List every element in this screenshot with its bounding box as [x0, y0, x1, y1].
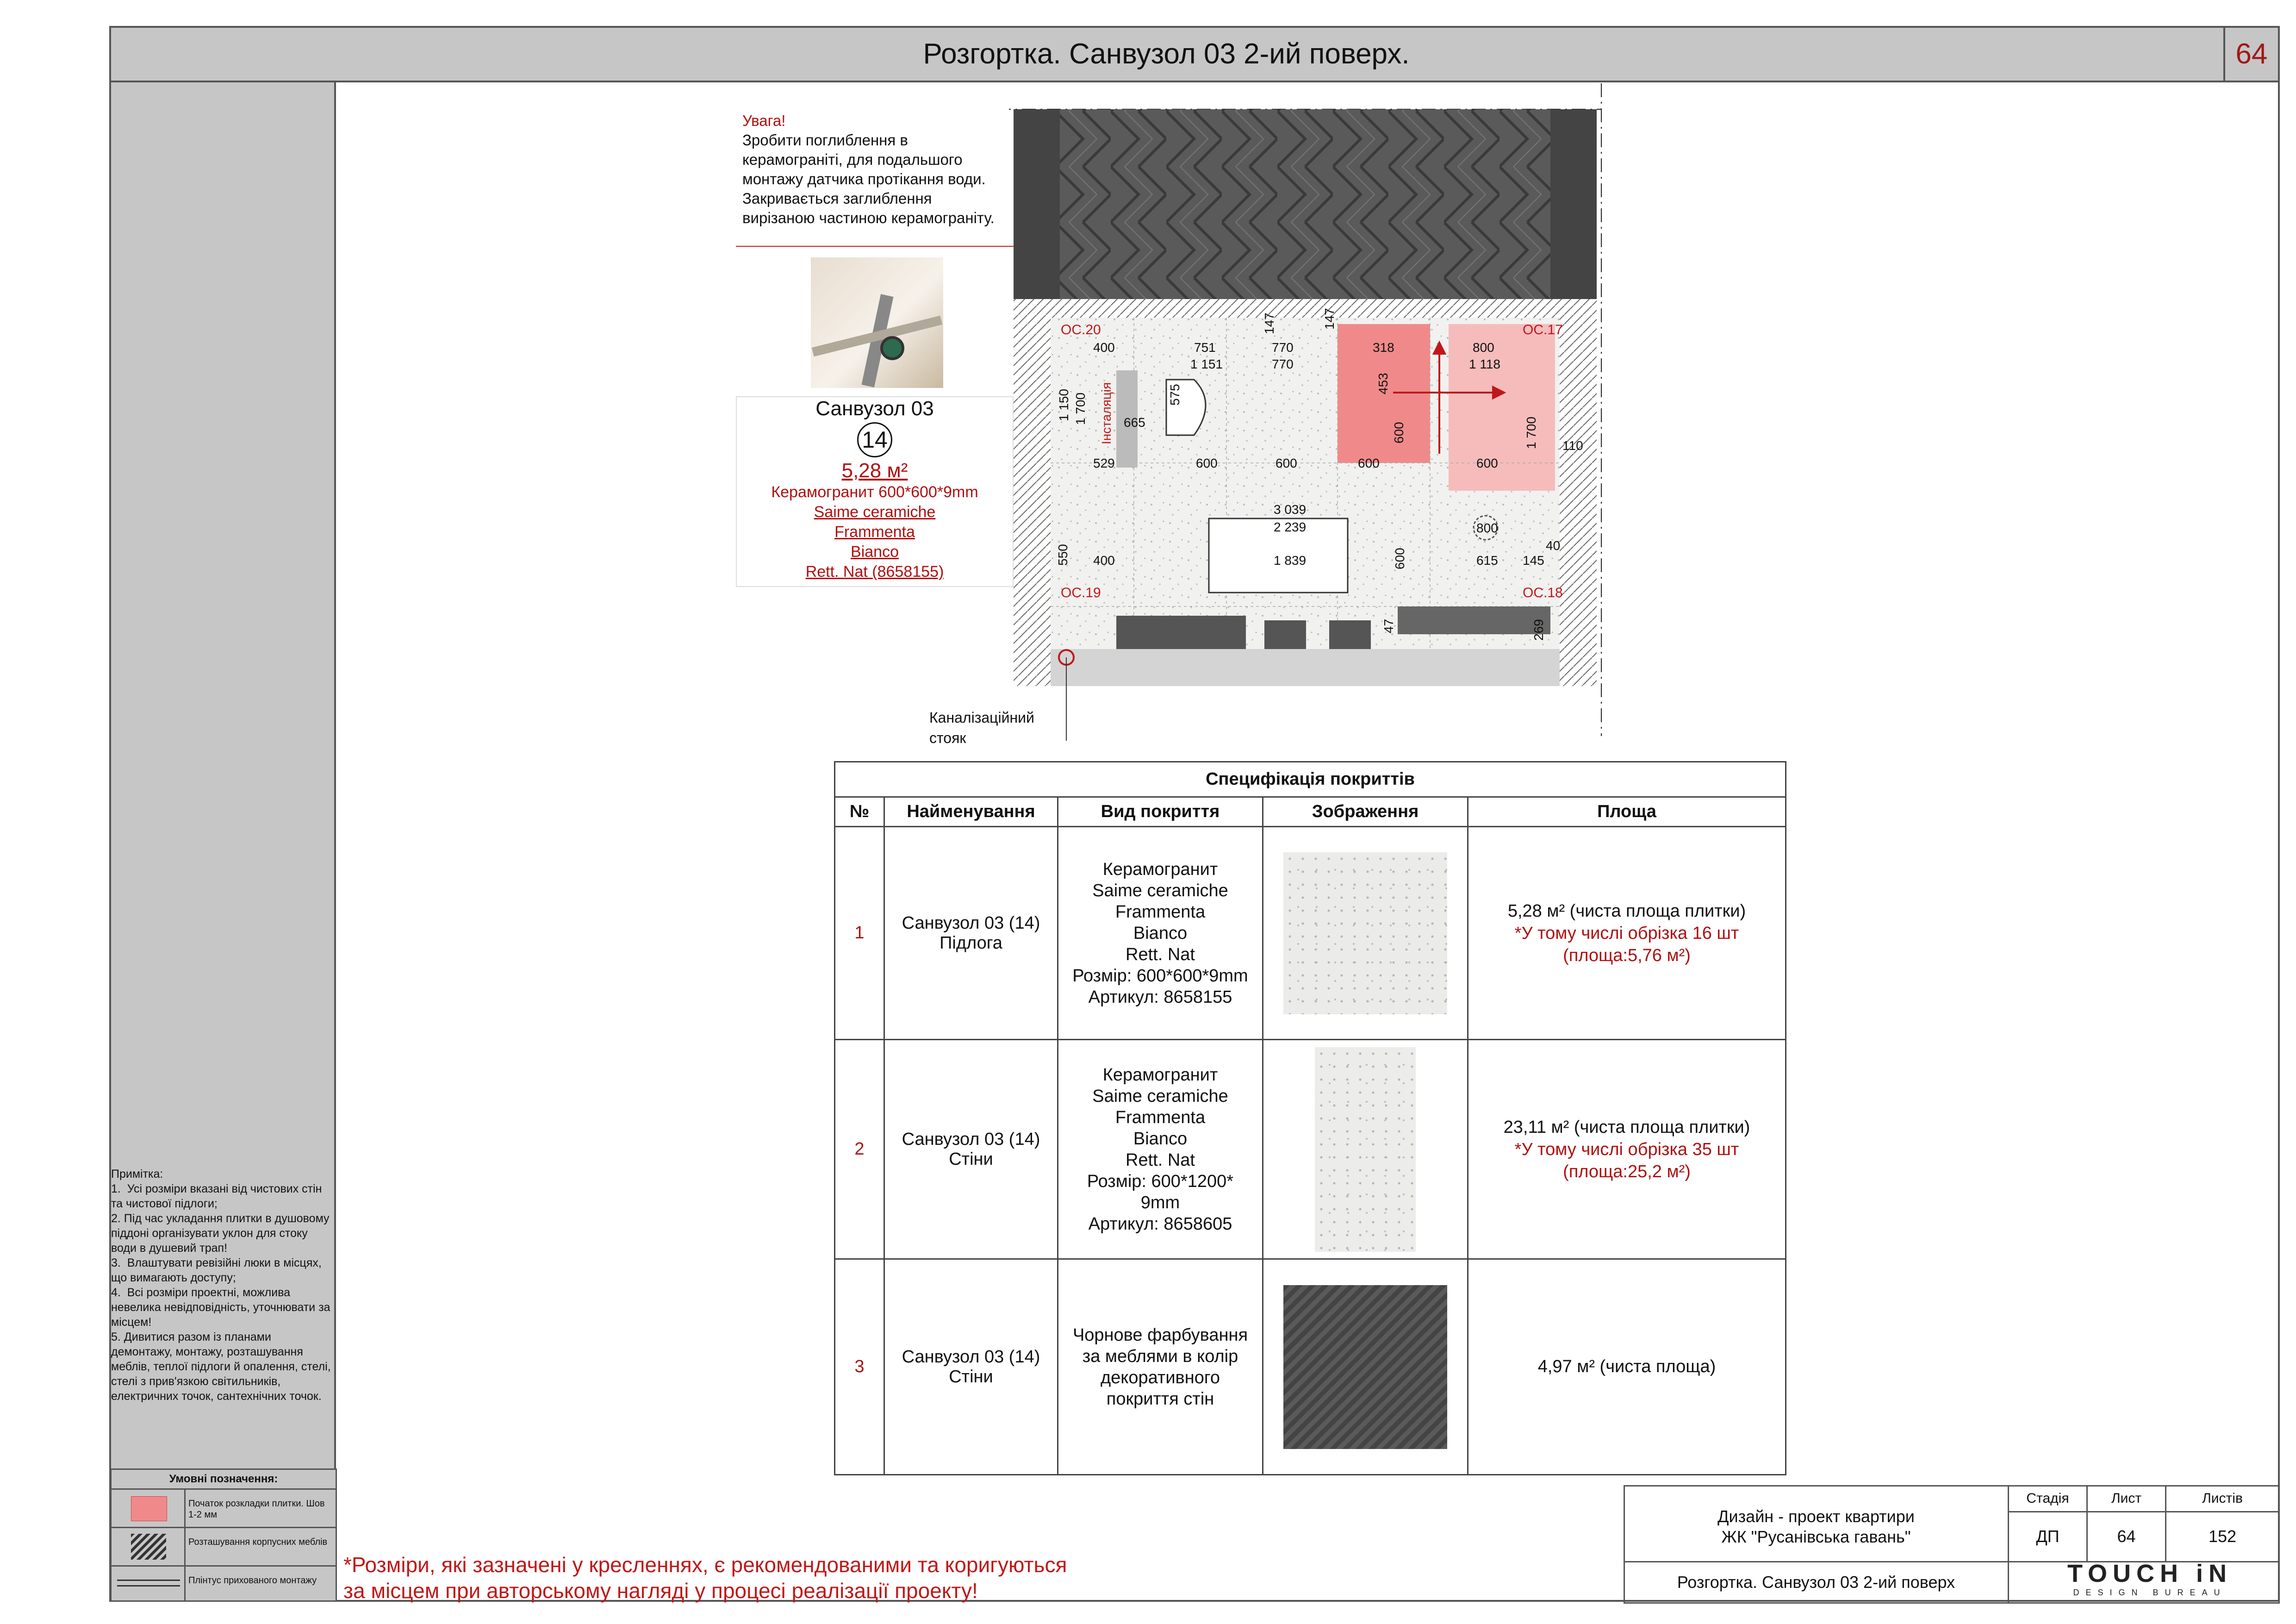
type-line: Saime ceramiche	[1092, 1086, 1228, 1106]
dim: 147	[1262, 312, 1276, 334]
axis-label: ОС.18	[1523, 585, 1563, 600]
dim: 400	[1093, 340, 1115, 355]
area-extra: *У тому числі обрізка 35 шт	[1514, 1139, 1739, 1159]
room-series: Frammenta	[834, 523, 915, 541]
name-line: Підлога	[940, 933, 1002, 953]
name-line: Санвузол 03 (14)	[902, 1129, 1040, 1149]
sheet-title: Розгортка. Санвузол 03 2-ий поверх.	[923, 38, 1410, 70]
area-line: 5,28 м² (чиста площа плитки)	[1507, 901, 1746, 921]
dim: 145	[1523, 553, 1544, 568]
stage-value: ДП	[2009, 1512, 2088, 1562]
disclaimer-line: за місцем при авторському нагляді у процесі реалізації проекту!	[343, 1579, 978, 1603]
dim: 1 700	[1073, 392, 1088, 425]
logo-subtext: DESIGN BUREAU	[2073, 1588, 2227, 1597]
disclaimer	[343, 1552, 1269, 1604]
room-sku: Rett. Nat (8658155)	[805, 563, 944, 581]
room-card	[736, 396, 1014, 587]
row-number: 1	[835, 827, 884, 1040]
row-area	[1468, 827, 1786, 1040]
dim: 800	[1476, 521, 1498, 535]
dim: 147	[1322, 308, 1337, 330]
type-line: Saime ceramiche	[1092, 881, 1228, 900]
axis-label: ОС.19	[1061, 585, 1101, 600]
row-name	[884, 1040, 1058, 1259]
dim: 1 839	[1274, 553, 1307, 568]
type-line: Frammenta	[1115, 902, 1206, 922]
note-item: 3. Влаштувати ревізійні люки в місцях, що вимагають доступу;	[111, 1256, 325, 1284]
dim: 575	[1168, 384, 1182, 406]
table-row	[835, 1040, 1786, 1259]
sheets-value: 152	[2166, 1512, 2278, 1562]
attention-note	[742, 111, 1002, 228]
type-line: Розмір: 600*1200*	[1087, 1171, 1234, 1191]
dim: 600	[1392, 422, 1406, 443]
room-number: 14	[857, 422, 892, 457]
row-type	[1058, 1040, 1263, 1259]
tb-sheet-title: Розгортка. Санвузол 03 2-ий поверх	[1677, 1573, 1955, 1592]
legend-row	[112, 1490, 336, 1528]
row-image	[1263, 1040, 1468, 1259]
note-item: 1. Усі розміри вказані від чистових стін та чистової підлоги;	[111, 1182, 325, 1210]
dim: 1 150	[1057, 388, 1071, 421]
wall-tile-swatch	[1315, 1047, 1416, 1252]
type-line: Артикул: 8658155	[1088, 987, 1232, 1007]
skirting-swatch	[112, 1567, 186, 1601]
installation-label: Інсталяція	[1099, 382, 1114, 444]
axis-label: ОС.20	[1061, 322, 1101, 337]
dim: 40	[1546, 538, 1561, 553]
type-line: Артикул: 8658605	[1088, 1214, 1232, 1234]
type-line: за меблями в колір	[1082, 1346, 1238, 1366]
type-line: Rett. Nat	[1126, 1150, 1195, 1170]
dim: 1 700	[1524, 416, 1538, 449]
dim: 600	[1358, 456, 1380, 470]
table-row	[835, 827, 1786, 1040]
dim: 770	[1272, 340, 1294, 355]
note-item: 5. Дивитися разом із планами демонтажу, монтажу, розташування меблів, теплої підлоги й опалення, стелі, стелі з прив'язкою світильників, електричних точок, сантехнічних точок.	[111, 1330, 334, 1403]
col-header: №	[835, 797, 884, 827]
row-number: 2	[835, 1040, 884, 1259]
dim: 600	[1393, 548, 1407, 569]
col-header: Зображення	[1263, 797, 1468, 827]
sheet-label: Лист	[2088, 1487, 2166, 1512]
type-line: Bianco	[1133, 923, 1188, 943]
dim: 1 151	[1190, 357, 1223, 371]
dim: 751	[1194, 340, 1216, 355]
area-extra: (площа:5,76 м²)	[1563, 945, 1691, 965]
sheet-header	[111, 28, 2278, 82]
row-image	[1263, 1259, 1468, 1475]
dim: 800	[1473, 340, 1494, 355]
company-logo	[2041, 1559, 2259, 1598]
legend-text: Розташування корпусних меблів	[188, 1537, 328, 1547]
attention-heading: Увага!	[742, 112, 786, 129]
dim: 770	[1272, 357, 1294, 371]
sheet-title-cell	[1625, 1562, 2009, 1602]
room-color: Bianco	[851, 543, 899, 561]
row-number: 3	[835, 1259, 884, 1475]
dim: 2 239	[1274, 520, 1307, 534]
row-image	[1263, 827, 1468, 1040]
dim: 3 039	[1274, 502, 1307, 517]
room-material: Керамогранит 600*600*9mm	[771, 483, 978, 501]
floor-tile-swatch	[1283, 852, 1447, 1014]
dim: 529	[1093, 456, 1115, 470]
floor-plan	[1009, 83, 1657, 741]
dim: 665	[1124, 415, 1145, 430]
dim: 600	[1196, 456, 1218, 470]
name-line: Санвузол 03 (14)	[902, 913, 1040, 933]
row-area	[1468, 1259, 1786, 1475]
sheet-number: 64	[2223, 28, 2278, 81]
furniture-hatch-swatch	[112, 1528, 186, 1565]
furniture-paint-swatch	[1283, 1285, 1447, 1449]
area-extra: (площа:25,2 м²)	[1563, 1162, 1691, 1181]
dim: 318	[1373, 340, 1394, 355]
dim: 600	[1276, 456, 1297, 470]
row-type	[1058, 827, 1263, 1040]
col-header: Вид покриття	[1058, 797, 1263, 827]
axis-label: ОС.17	[1523, 322, 1563, 337]
col-header: Найменування	[884, 797, 1058, 827]
legend-row	[112, 1567, 336, 1601]
tile-start-swatch	[112, 1490, 186, 1527]
notes	[111, 1167, 333, 1404]
room-area: 5,28 м²	[841, 459, 908, 482]
type-line: декоративного	[1100, 1368, 1220, 1387]
logo-text: TOUCH iN	[2067, 1560, 2232, 1587]
dim: 400	[1093, 553, 1115, 568]
legend-title: Умовні позначення:	[112, 1470, 336, 1490]
type-line: Керамогранит	[1102, 1065, 1218, 1085]
spec-table	[834, 761, 1786, 1475]
type-line: покриття стін	[1106, 1389, 1214, 1409]
legend-row	[112, 1528, 336, 1567]
riser-label: Каналізаційний стояк	[929, 709, 1034, 746]
legend	[110, 1468, 337, 1602]
project-cell	[1625, 1487, 2009, 1562]
type-line: Чорнове фарбування	[1072, 1325, 1248, 1345]
room-brand: Saime ceramiche	[814, 503, 936, 521]
spec-title: Специфікація покриттів	[835, 762, 1786, 797]
name-line: Стіни	[949, 1149, 993, 1169]
name-line: Стіни	[949, 1367, 993, 1387]
col-header: Площа	[1468, 797, 1786, 827]
type-line: Frammenta	[1115, 1107, 1206, 1127]
attention-text: Зробити поглиблення в керамограніті, для подальшого монтажу датчика протікання води. Закривається заглиблення вирізаною частиною керамограніту.	[742, 131, 995, 226]
row-name	[884, 827, 1058, 1040]
area-extra: *У тому числі обрізка 16 шт	[1514, 923, 1739, 943]
type-line: Розмір: 600*600*9mm	[1072, 966, 1248, 986]
legend-text: Плінтус прихованого монтажу	[188, 1575, 317, 1586]
table-row	[835, 1259, 1786, 1475]
dim: 269	[1531, 619, 1546, 641]
type-line: 9mm	[1140, 1193, 1180, 1212]
complex-name: ЖК "Русанівська гавань"	[1721, 1527, 1911, 1546]
note-item: 4. Всі розміри проектні, можлива невелика невідповідність, уточнювати за місцем!	[111, 1286, 334, 1329]
type-line: Bianco	[1133, 1129, 1188, 1149]
dim: 550	[1056, 544, 1070, 566]
notes-title: Примітка:	[111, 1168, 163, 1181]
dim: 1 118	[1469, 357, 1500, 371]
note-item: 2. Під час укладання плитки в душовому піддоні організувати уклон для стоку води в душевий трап!	[111, 1212, 333, 1255]
project-name: Дизайн - проект квартири	[1717, 1507, 1915, 1526]
dim: 600	[1476, 456, 1498, 470]
dim: 615	[1476, 553, 1498, 568]
area-line: 23,11 м² (чиста площа плитки)	[1503, 1117, 1750, 1137]
room-name: Санвузол 03	[815, 397, 934, 420]
dim: 47	[1381, 618, 1396, 633]
sheet-value: 64	[2088, 1512, 2166, 1562]
row-area	[1468, 1040, 1786, 1259]
legend-text: Початок розкладки плитки. Шов 1-2 мм	[188, 1499, 325, 1520]
disclaimer-line: *Розміри, які зазначені у кресленнях, є рекомендованими та коригуються	[343, 1553, 1067, 1577]
row-type	[1058, 1259, 1263, 1475]
dim: 453	[1376, 373, 1390, 394]
area-line: 4,97 м² (чиста площа)	[1537, 1357, 1716, 1376]
type-line: Керамогранит	[1102, 859, 1218, 879]
stage-label: Стадія	[2009, 1487, 2088, 1512]
sheets-label: Листів	[2166, 1487, 2278, 1512]
dim: 110	[1562, 438, 1583, 453]
row-name	[884, 1259, 1058, 1475]
name-line: Санвузол 03 (14)	[902, 1347, 1040, 1367]
leak-sensor-photo	[811, 257, 943, 388]
type-line: Rett. Nat	[1126, 944, 1195, 964]
